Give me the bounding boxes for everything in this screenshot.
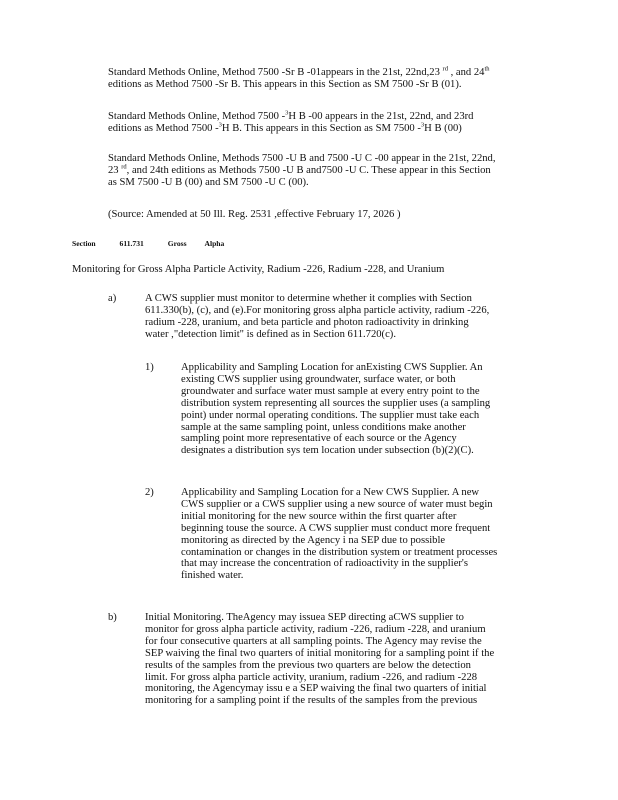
note-line: as SM 7500 -U B (00) and SM 7500 -U C (00).: [108, 176, 309, 188]
note-line: Standard Methods Online, Method 7500 -Sr B -01appears in the 21st, 22nd,23 $^{rd}$ , and 24th: [108, 65, 490, 78]
para-b: Initial Monitoring. TheAgency may issuea SEP directing aCWS supplier to monitor for gross alpha particle activity, radium -226, radium -228, and uranium for four consecutive quarters at all sampling points. The Agency may revise the SEP waiving the final two quarters of initial monitoring for a sampling point if the results of the samples from the previous two quarters are below the detection limit. For gross alpha particle activity, uranium, radium -226, and radium -228 monitoring, the Agencymay issu e a SEP waiving the final two quarters of initial monitoring for a sampling point if the results of the samples from the previous: [145, 612, 495, 707]
note-line: editions as Method 7500 -Sr B. This appears in this Section as SM 7500 -Sr B (01).: [108, 78, 462, 90]
section-title: Monitoring for Gross Alpha Particle Activity, Radium -226, Radium -228, and Uranium: [72, 264, 445, 275]
para-2: Applicability and Sampling Location for a New CWS Supplier. A new CWS supplier or a CWS supplier using a new source of water must begin initial monitoring for the new source within the first quarter after beginning touse the source. A CWS supplier must conduct more frequent monitoring as directed by the Agency i na SEP due to possible contamination or changes in the distribution system or treatment processes that may increase the concentration of radioactivity in the supplier's finished water.: [181, 487, 498, 582]
section-label: Section: [72, 239, 96, 248]
note-u-b-c: [108, 153, 496, 189]
section-heading-word: Gross: [167, 239, 187, 248]
section-number: 611.731: [119, 239, 144, 248]
para-1-marker: 1): [145, 362, 154, 373]
source-note: (Source: Amended at 50 Ill. Reg. 2531 ,effective February 17, 2026 ): [108, 209, 401, 220]
para-1: Applicability and Sampling Location for anExisting CWS Supplier. An existing CWS supplier using groundwater, surface water, or both groundwater and surface water must sample at every entry point to the distribution system representing all sources the supplier uses (a sampling point) under normal operating conditions. The supplier must take each sample at the same sampling point, unless conditions make another sampling point more representative of each source or the Agency designates a distribution sys tem location under subsection (b)(2)(C).: [181, 362, 491, 457]
note-line: Standard Methods Online, Method 7500 -$^3$H B -00 appears in the 21st, 22nd, and 23rd: [108, 109, 474, 122]
note-line: editions as Method 7500 -$^3$H B. This appears in this Section as SM 7500 -$^3$H B (00): [108, 121, 462, 134]
section-heading-word: Alpha: [204, 239, 225, 248]
note-3h-b: [108, 111, 473, 135]
note-sr-b: [108, 67, 490, 91]
note-line: 23 $^{rd}$, and 24th editions as Methods 7500 -U B and7500 -U C. These appear in this Section: [108, 163, 491, 176]
note-line: Standard Methods Online, Methods 7500 -U B and 7500 -U C -00 appear in the 21st, 22nd,: [108, 153, 496, 164]
section-heading: [72, 238, 224, 250]
para-b-marker: b): [108, 612, 117, 623]
para-a-marker: a): [108, 293, 117, 304]
para-a: A CWS supplier must monitor to determine whether it complies with Section 611.330(b), (c), and (e).For monitoring gross alpha particle activity, radium -226, radium -228, uranium, and beta particle and photon radioactivity in drinking water ,"detection limit" is defined as in Section 611.720(c).: [145, 293, 490, 340]
para-2-marker: 2): [145, 487, 154, 498]
